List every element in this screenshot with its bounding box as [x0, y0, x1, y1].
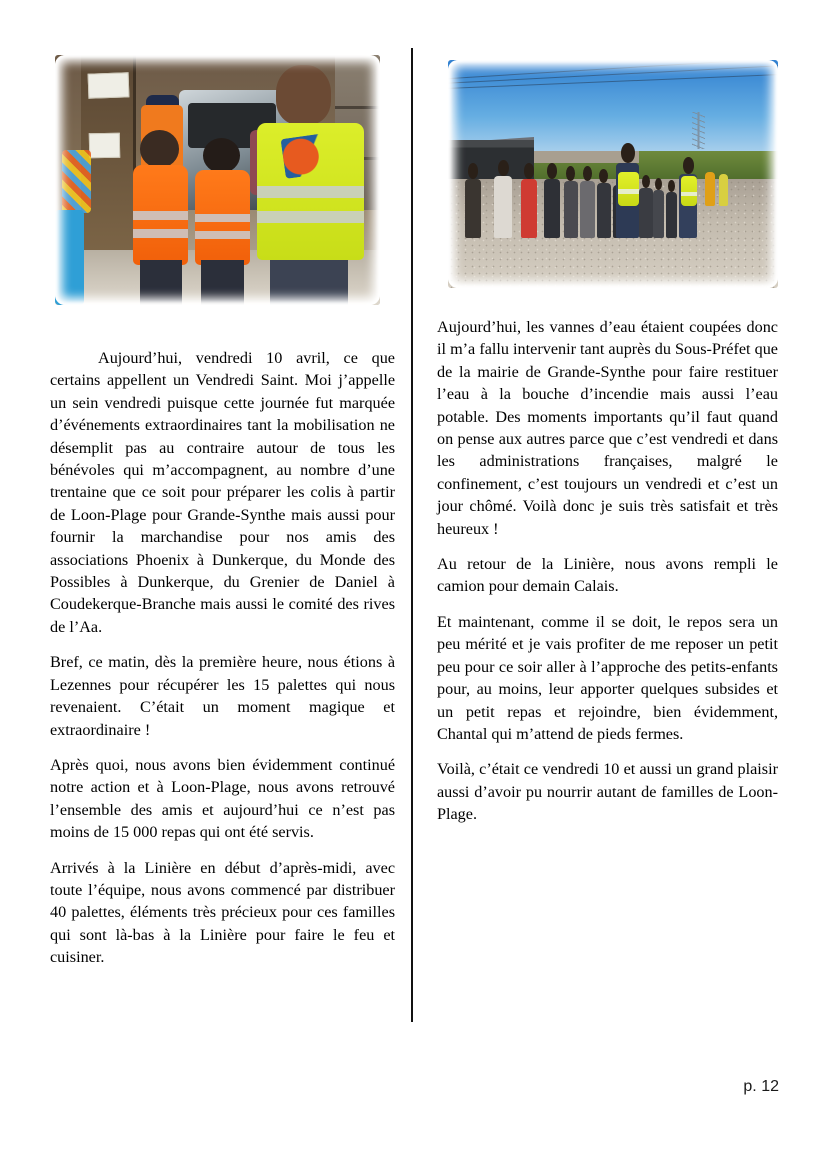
distant-volunteer	[719, 174, 729, 206]
paragraph: Après quoi, nous avons bien évidemment continué notre action et à Loon-Plage, nous avons retrouvé l’ensemble des amis et aujourd’hui ce n’est pas moins de 15 000 repas qui ont été servis.	[50, 755, 395, 842]
reflective-band	[195, 231, 250, 240]
paragraph: Bref, ce matin, dès la première heure, nous étions à Lezennes pour récupérer les 15 palettes qui nous revenaient. C’était un moment magique et extraordinaire !	[50, 653, 395, 739]
column-divider	[411, 48, 413, 1022]
child-in-blue-shirt	[55, 210, 84, 305]
orange-hivis-vest-middle	[195, 170, 250, 265]
posted-notice-upper	[87, 72, 129, 98]
legs-right	[270, 260, 348, 305]
photo-scene-left	[55, 55, 380, 305]
paragraph: Au retour de la Linière, nous avons rempli le camion pour demain Calais.	[437, 555, 778, 596]
reflective-band	[257, 211, 364, 223]
person-in-queue	[597, 183, 612, 238]
left-text-column	[50, 347, 395, 969]
paragraph: Et maintenant, comme il se doit, le repos sera un peu mérité et je vais profiter de me reposer un petit peu pour ce soir aller à l’approche des petits-enfants pour, au moins, leur apporter quelques subsides et un petit repas et rejoindre, bien évidemment, Chantal qui m’attend de pieds fermes.	[437, 612, 778, 743]
person-in-queue	[639, 188, 652, 238]
paragraph: Aujourd’hui, les vannes d’eau étaient coupées donc il m’a fallu intervenir tant auprès du Sous-Préfet que de la mairie de Grande-Synthe pour faire restituer l’eau à la bouche d’incendie mais aussi l’eau potable. Des moments importants qu’il faut quand on pense aux autres parce que c’est vendredi et dans les administrations françaises, malgré le confinement, c’est toujours un vendredi et c’est un jour chômé. Voilà donc je suis très satisfait et très heureux !	[437, 318, 778, 538]
volunteer-head-left	[140, 130, 179, 168]
person-in-queue	[544, 179, 561, 238]
paragraph: Arrivés à la Linière en début d’après-midi, avec toute l’équipe, nous avons commencé par distribuer 40 palettes, éléments très précieux pour ces familles qui sont là-bas à la Linière pour faire le feu et cuisiner.	[50, 858, 395, 967]
yellow-hivis-vest-second	[681, 176, 698, 206]
person-head	[621, 143, 635, 163]
orange-hivis-vest-left	[133, 165, 188, 265]
person-head	[547, 163, 557, 178]
person-in-queue	[653, 190, 665, 238]
person-head	[583, 166, 592, 181]
right-text-column	[437, 316, 778, 826]
person-head	[642, 175, 650, 188]
person-in-queue	[521, 179, 538, 238]
paragraph: Voilà, c’était ce vendredi 10 et aussi un grand plaisir aussi d’avoir pu nourrir autant de familles de Loon-Plage.	[437, 760, 778, 824]
person-in-queue	[666, 192, 677, 238]
person-head	[668, 180, 675, 192]
person-head	[524, 163, 534, 178]
reflective-band	[195, 214, 250, 223]
yellow-hivis-vest-foreground	[618, 172, 639, 206]
dark-warehouse-building	[448, 140, 534, 183]
person-head	[468, 163, 478, 178]
queue-distribution-photo	[448, 60, 778, 288]
person-in-queue	[580, 181, 595, 238]
person-in-queue	[465, 179, 482, 238]
secours-populaire-logo	[280, 131, 343, 179]
person-head	[498, 160, 509, 176]
person-in-queue	[494, 176, 512, 238]
volunteers-loading-van-photo	[55, 55, 380, 305]
reflective-band	[257, 186, 364, 198]
page-number: p. 12	[743, 1078, 779, 1095]
person-head	[683, 157, 694, 174]
reflective-band	[133, 229, 188, 238]
photo-scene-right	[448, 60, 778, 288]
person-head	[655, 178, 662, 190]
distant-volunteer	[705, 172, 715, 206]
legs-left	[140, 260, 182, 305]
colorful-goods-stack	[62, 150, 91, 213]
paragraph: Aujourd’hui, vendredi 10 avril, ce que certains appellent un Vendredi Saint. Moi j’appelle un sein vendredi puisque cette journée fut marquée d’événements extraordinaires tant la mobilisation ne désemplit pas au contraire autour de tous les bénévoles qui m’accompagnent, au nombre d’une trentaine que ce soit pour préparer les colis à partir de Loon-Plage pour Grande-Synthe mais aussi pour fournir la marchandise pour nos amis des associations Phoenix à Dunkerque, du Monde des Possibles à Dunkerque, du Grenier de Daniel à Coudekerque-Branche mais aussi le comité des rives de l’Aa.	[50, 349, 395, 636]
volunteer-head-right	[276, 65, 331, 125]
volunteer-head-middle	[203, 138, 240, 173]
person-in-queue	[564, 181, 579, 238]
legs-middle	[201, 260, 243, 305]
electricity-pylon	[692, 112, 705, 148]
posted-notice-lower	[89, 132, 121, 157]
reflective-band	[133, 211, 188, 220]
